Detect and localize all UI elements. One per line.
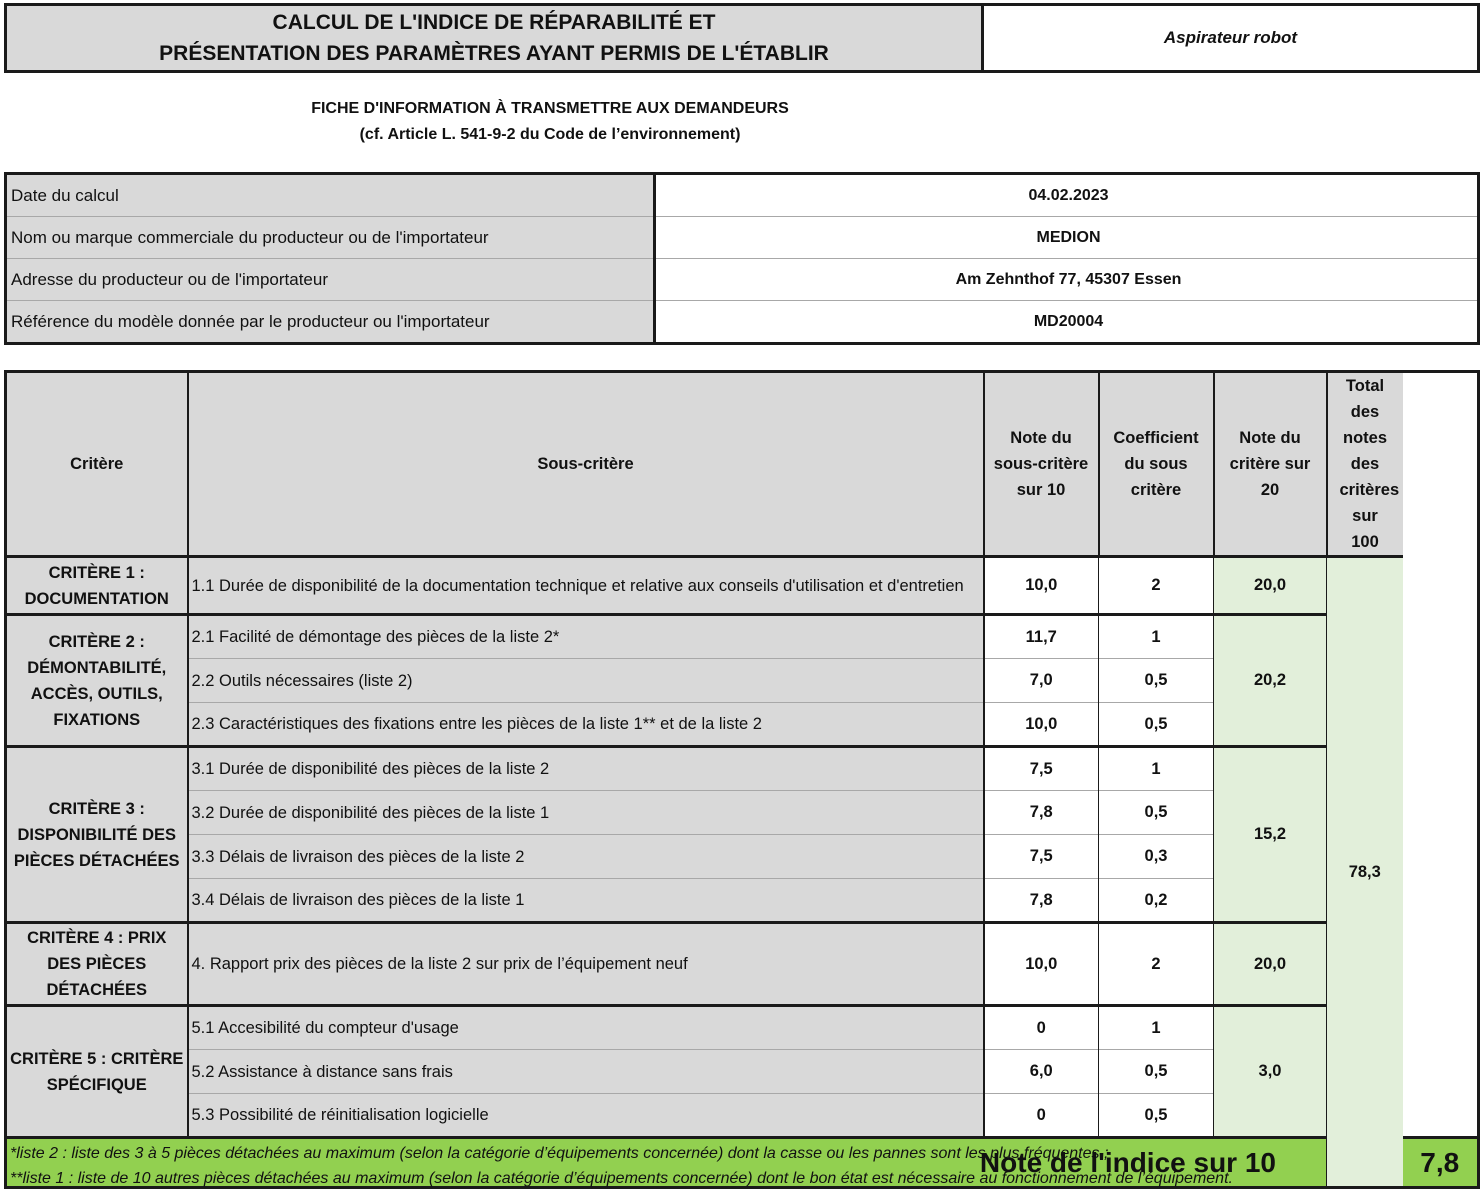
subcriterion-label: 2.2 Outils nécessaires (liste 2) bbox=[188, 659, 984, 703]
footnote-list-2: *liste 2 : liste des 3 à 5 pièces détachées au maximum (selon la catégorie d’équipements concernée) dont la casse ou les pannes sont les plus fréquentes ; bbox=[10, 1145, 1109, 1162]
criterion-score: 20,2 bbox=[1214, 615, 1327, 747]
subcriterion-label: 5.2 Assistance à distance sans frais bbox=[188, 1050, 984, 1094]
subcriterion-coefficient: 0,3 bbox=[1099, 835, 1214, 879]
subcriterion-coefficient: 2 bbox=[1099, 923, 1214, 1006]
criterion-score: 15,2 bbox=[1214, 747, 1327, 923]
subcriterion-coefficient: 2 bbox=[1099, 557, 1214, 615]
header-sous-critere: Sous-critère bbox=[188, 372, 984, 557]
criterion-name: CRITÈRE 2 : DÉMONTABILITÉ, ACCÈS, OUTILS, FIXATIONS bbox=[6, 615, 188, 747]
header-note-sous-critere: Note du sous-critère sur 10 bbox=[984, 372, 1099, 557]
subcriterion-label: 3.3 Délais de livraison des pièces de la liste 2 bbox=[188, 835, 984, 879]
title-line-2: PRÉSENTATION DES PARAMÈTRES AYANT PERMIS DE L'ÉTABLIR bbox=[159, 42, 829, 65]
header-row bbox=[6, 372, 1479, 557]
criterion-name: CRITÈRE 1 : DOCUMENTATION bbox=[6, 557, 188, 615]
subcriterion-note: 6,0 bbox=[984, 1050, 1099, 1094]
product-type: Aspirateur robot bbox=[981, 3, 1480, 73]
subcriterion-label: 4. Rapport prix des pièces de la liste 2 sur prix de l’équipement neuf bbox=[188, 923, 984, 1006]
info-row bbox=[6, 174, 1479, 217]
table-row bbox=[6, 923, 1479, 1006]
final-score-value: 7,8 bbox=[1403, 1138, 1479, 1188]
info-row bbox=[6, 301, 1479, 344]
subcriterion-note: 7,5 bbox=[984, 747, 1099, 791]
final-score-label: Note de l'indice sur 10 bbox=[6, 1138, 1327, 1188]
subcriterion-note: 7,0 bbox=[984, 659, 1099, 703]
subcriterion-coefficient: 0,2 bbox=[1099, 879, 1214, 923]
subcriterion-coefficient: 1 bbox=[1099, 747, 1214, 791]
subcriterion-note: 7,8 bbox=[984, 791, 1099, 835]
subcriterion-note: 10,0 bbox=[984, 923, 1099, 1006]
subcriterion-label: 1.1 Durée de disponibilité de la documentation technique et relative aux conseils d'utilisation et d'entretien bbox=[188, 557, 984, 615]
subcriterion-coefficient: 0,5 bbox=[1099, 791, 1214, 835]
subcriterion-coefficient: 1 bbox=[1099, 1006, 1214, 1050]
criterion-score: 20,0 bbox=[1214, 557, 1327, 615]
subcriterion-note: 10,0 bbox=[984, 557, 1099, 615]
table-row bbox=[6, 1006, 1479, 1050]
subcriterion-label: 3.2 Durée de disponibilité des pièces de la liste 1 bbox=[188, 791, 984, 835]
header-total: Total des notes des critères sur 100 bbox=[1327, 372, 1403, 557]
subcriterion-note: 0 bbox=[984, 1094, 1099, 1138]
subtitle bbox=[150, 96, 950, 148]
header-critere: Critère bbox=[6, 372, 188, 557]
subcriterion-label: 2.1 Facilité de démontage des pièces de la liste 2* bbox=[188, 615, 984, 659]
info-row bbox=[6, 217, 1479, 259]
info-label: Référence du modèle donnée par le producteur ou l'importateur bbox=[6, 301, 655, 344]
criterion-score: 20,0 bbox=[1214, 923, 1327, 1006]
subtitle-line-2: (cf. Article L. 541-9-2 du Code de l’environnement) bbox=[359, 126, 741, 143]
criterion-score: 3,0 bbox=[1214, 1006, 1327, 1138]
criterion-name: CRITÈRE 4 : PRIX DES PIÈCES DÉTACHÉES bbox=[6, 923, 188, 1006]
subcriterion-note: 0 bbox=[984, 1006, 1099, 1050]
total-score: 78,3 bbox=[1327, 557, 1403, 1188]
criterion-name: CRITÈRE 5 : CRITÈRE SPÉCIFIQUE bbox=[6, 1006, 188, 1138]
table-row bbox=[6, 747, 1479, 791]
title-line-1: CALCUL DE L'INDICE DE RÉPARABILITÉ ET bbox=[272, 11, 716, 34]
criterion-name: CRITÈRE 3 : DISPONIBILITÉ DES PIÈCES DÉTACHÉES bbox=[6, 747, 188, 923]
subcriterion-label: 5.1 Accesibilité du compteur d'usage bbox=[188, 1006, 984, 1050]
info-value: 04.02.2023 bbox=[655, 174, 1479, 217]
footnote-list-1: **liste 1 : liste de 10 autres pièces détachées au maximum (selon la catégorie d’équipements concernée) dont le bon état est nécessaire au fonctionnement de l’équipement. bbox=[10, 1170, 1233, 1187]
header-note-critere: Note du critère sur 20 bbox=[1214, 372, 1327, 557]
subcriterion-coefficient: 0,5 bbox=[1099, 703, 1214, 747]
subcriterion-coefficient: 0,5 bbox=[1099, 659, 1214, 703]
subcriterion-coefficient: 0,5 bbox=[1099, 1094, 1214, 1138]
subcriterion-note: 7,5 bbox=[984, 835, 1099, 879]
subcriterion-label: 5.3 Possibilité de réinitialisation logicielle bbox=[188, 1094, 984, 1138]
subcriterion-label: 3.1 Durée de disponibilité des pièces de la liste 2 bbox=[188, 747, 984, 791]
subcriterion-note: 11,7 bbox=[984, 615, 1099, 659]
table-row bbox=[6, 557, 1479, 615]
header-coefficient: Coefficient du sous critère bbox=[1099, 372, 1214, 557]
subcriterion-label: 3.4 Délais de livraison des pièces de la liste 1 bbox=[188, 879, 984, 923]
subcriterion-note: 7,8 bbox=[984, 879, 1099, 923]
info-table bbox=[4, 172, 1480, 345]
info-value: MD20004 bbox=[655, 301, 1479, 344]
page-title bbox=[4, 3, 984, 73]
subcriterion-label: 2.3 Caractéristiques des fixations entre les pièces de la liste 1** et de la liste 2 bbox=[188, 703, 984, 747]
info-value: Am Zehnthof 77, 45307 Essen bbox=[655, 259, 1479, 301]
criteria-table bbox=[4, 370, 1480, 1189]
info-label: Date du calcul bbox=[6, 174, 655, 217]
subtitle-line-1: FICHE D'INFORMATION À TRANSMETTRE AUX DEMANDEURS bbox=[311, 100, 789, 117]
info-row bbox=[6, 259, 1479, 301]
info-value: MEDION bbox=[655, 217, 1479, 259]
subcriterion-coefficient: 1 bbox=[1099, 615, 1214, 659]
info-label: Adresse du producteur ou de l'importateur bbox=[6, 259, 655, 301]
info-label: Nom ou marque commerciale du producteur ou de l'importateur bbox=[6, 217, 655, 259]
table-row bbox=[6, 615, 1479, 659]
subcriterion-note: 10,0 bbox=[984, 703, 1099, 747]
subcriterion-coefficient: 0,5 bbox=[1099, 1050, 1214, 1094]
